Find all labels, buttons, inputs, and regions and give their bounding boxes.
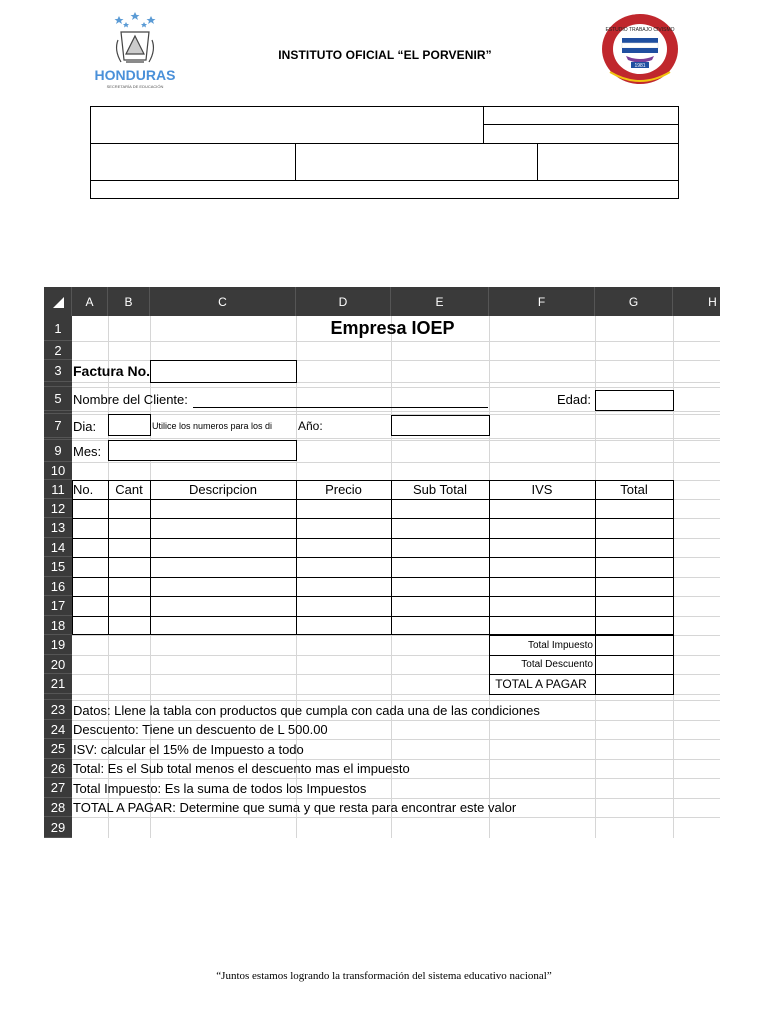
row-header-13[interactable]: 13	[44, 518, 72, 538]
row-header-3[interactable]: 3	[44, 360, 72, 382]
note-total: Total: Es el Sub total menos el descuento mas el impuesto	[73, 761, 410, 776]
row-header-7[interactable]: 7	[44, 414, 72, 438]
row-header-23[interactable]: 23	[44, 700, 72, 720]
spreadsheet	[44, 287, 720, 838]
year-label: Año:	[298, 419, 323, 433]
note-total-impuesto: Total Impuesto: Es la suma de todos los Impuestos	[73, 780, 367, 796]
row-header-21[interactable]: 21	[44, 674, 72, 694]
col-header-h[interactable]: H	[673, 287, 720, 316]
client-name-label: Nombre del Cliente:	[73, 391, 188, 407]
invoice-label: Factura No.	[73, 363, 151, 379]
company-title: Empresa IOEP	[330, 318, 455, 338]
institute-title: INSTITUTO OFICIAL “EL PORVENIR”	[278, 48, 492, 62]
row-header-12[interactable]: 12	[44, 499, 72, 518]
row-header-24[interactable]: 24	[44, 720, 72, 739]
age-field[interactable]	[595, 390, 674, 411]
month-field[interactable]	[108, 440, 297, 461]
row-header-9[interactable]: 9	[44, 440, 72, 462]
seal-motto: ESTUDIO TRABAJO CIVISMO	[605, 27, 675, 33]
seal-year: 1981	[634, 63, 646, 69]
row-header-10[interactable]: 10	[44, 462, 72, 480]
row-header-2[interactable]: 2	[44, 341, 72, 360]
row-header-27[interactable]: 27	[44, 778, 72, 798]
school-seal	[600, 12, 680, 86]
footer-quote: “Juntos estamos logrando la transformación del sistema educativo nacional”	[216, 970, 552, 982]
col-header-a[interactable]: A	[72, 287, 108, 316]
month-label: Mes:	[73, 443, 102, 459]
row-header-1[interactable]: 1	[44, 316, 72, 341]
row-header-16[interactable]: 16	[44, 577, 72, 596]
honduras-logo	[88, 10, 182, 92]
header-sub-total: Sub Total	[413, 482, 467, 497]
year-field[interactable]	[391, 415, 490, 436]
invoice-number-field[interactable]	[150, 360, 297, 383]
row-header-14[interactable]: 14	[44, 538, 72, 557]
select-all-corner[interactable]	[44, 287, 72, 316]
row-header-18[interactable]: 18	[44, 616, 72, 635]
header-ivs: IVS	[531, 482, 553, 497]
row-header-29[interactable]: 29	[44, 817, 72, 838]
header-precio: Precio	[325, 482, 362, 497]
row-header-26[interactable]: 26	[44, 759, 72, 778]
age-label: Edad:	[557, 391, 591, 407]
honduras-text: HONDURAS	[94, 67, 176, 83]
secretaria-text: SECRETARÍA DE EDUCACIÓN	[106, 84, 164, 89]
row-header-25[interactable]: 25	[44, 739, 72, 759]
col-header-c[interactable]: C	[150, 287, 296, 316]
note-total-a-pagar: TOTAL A PAGAR: Determine que suma y que resta para encontrar este valor	[73, 800, 517, 815]
day-label: Dia:	[73, 418, 97, 434]
note-descuento: Descuento: Tiene un descuento de L 500.00	[73, 722, 328, 737]
row-header-28[interactable]: 28	[44, 798, 72, 817]
header-cant: Cant	[115, 482, 143, 497]
total-pay-label: TOTAL A PAGAR	[495, 677, 587, 691]
total-tax-label: Total Impuesto	[527, 639, 593, 651]
total-discount-label: Total Descuento	[521, 659, 593, 670]
col-header-b[interactable]: B	[108, 287, 150, 316]
client-name-line[interactable]	[193, 407, 488, 408]
row-header-11[interactable]: 11	[44, 480, 72, 499]
col-header-g[interactable]: G	[595, 287, 673, 316]
student-info-box	[90, 106, 679, 199]
col-header-e[interactable]: E	[391, 287, 489, 316]
row-header-15[interactable]: 15	[44, 557, 72, 577]
header-descripcion: Descripcion	[189, 482, 257, 497]
header-total: Total	[620, 482, 648, 497]
header-no: No.	[73, 482, 94, 497]
row-header-19[interactable]: 19	[44, 635, 72, 655]
row-header-17[interactable]: 17	[44, 596, 72, 616]
note-isv: ISV: calcular el 15% de Impuesto a todo	[73, 741, 304, 757]
date-instructions: Utilice los numeros para los di	[152, 421, 273, 431]
col-header-f[interactable]: F	[489, 287, 595, 316]
note-datos: Datos: Llene la tabla con productos que cumpla con cada una de las condiciones	[73, 702, 540, 718]
row-header-20[interactable]: 20	[44, 655, 72, 674]
day-field[interactable]	[108, 414, 151, 436]
col-header-d[interactable]: D	[296, 287, 391, 316]
row-header-5[interactable]: 5	[44, 387, 72, 411]
